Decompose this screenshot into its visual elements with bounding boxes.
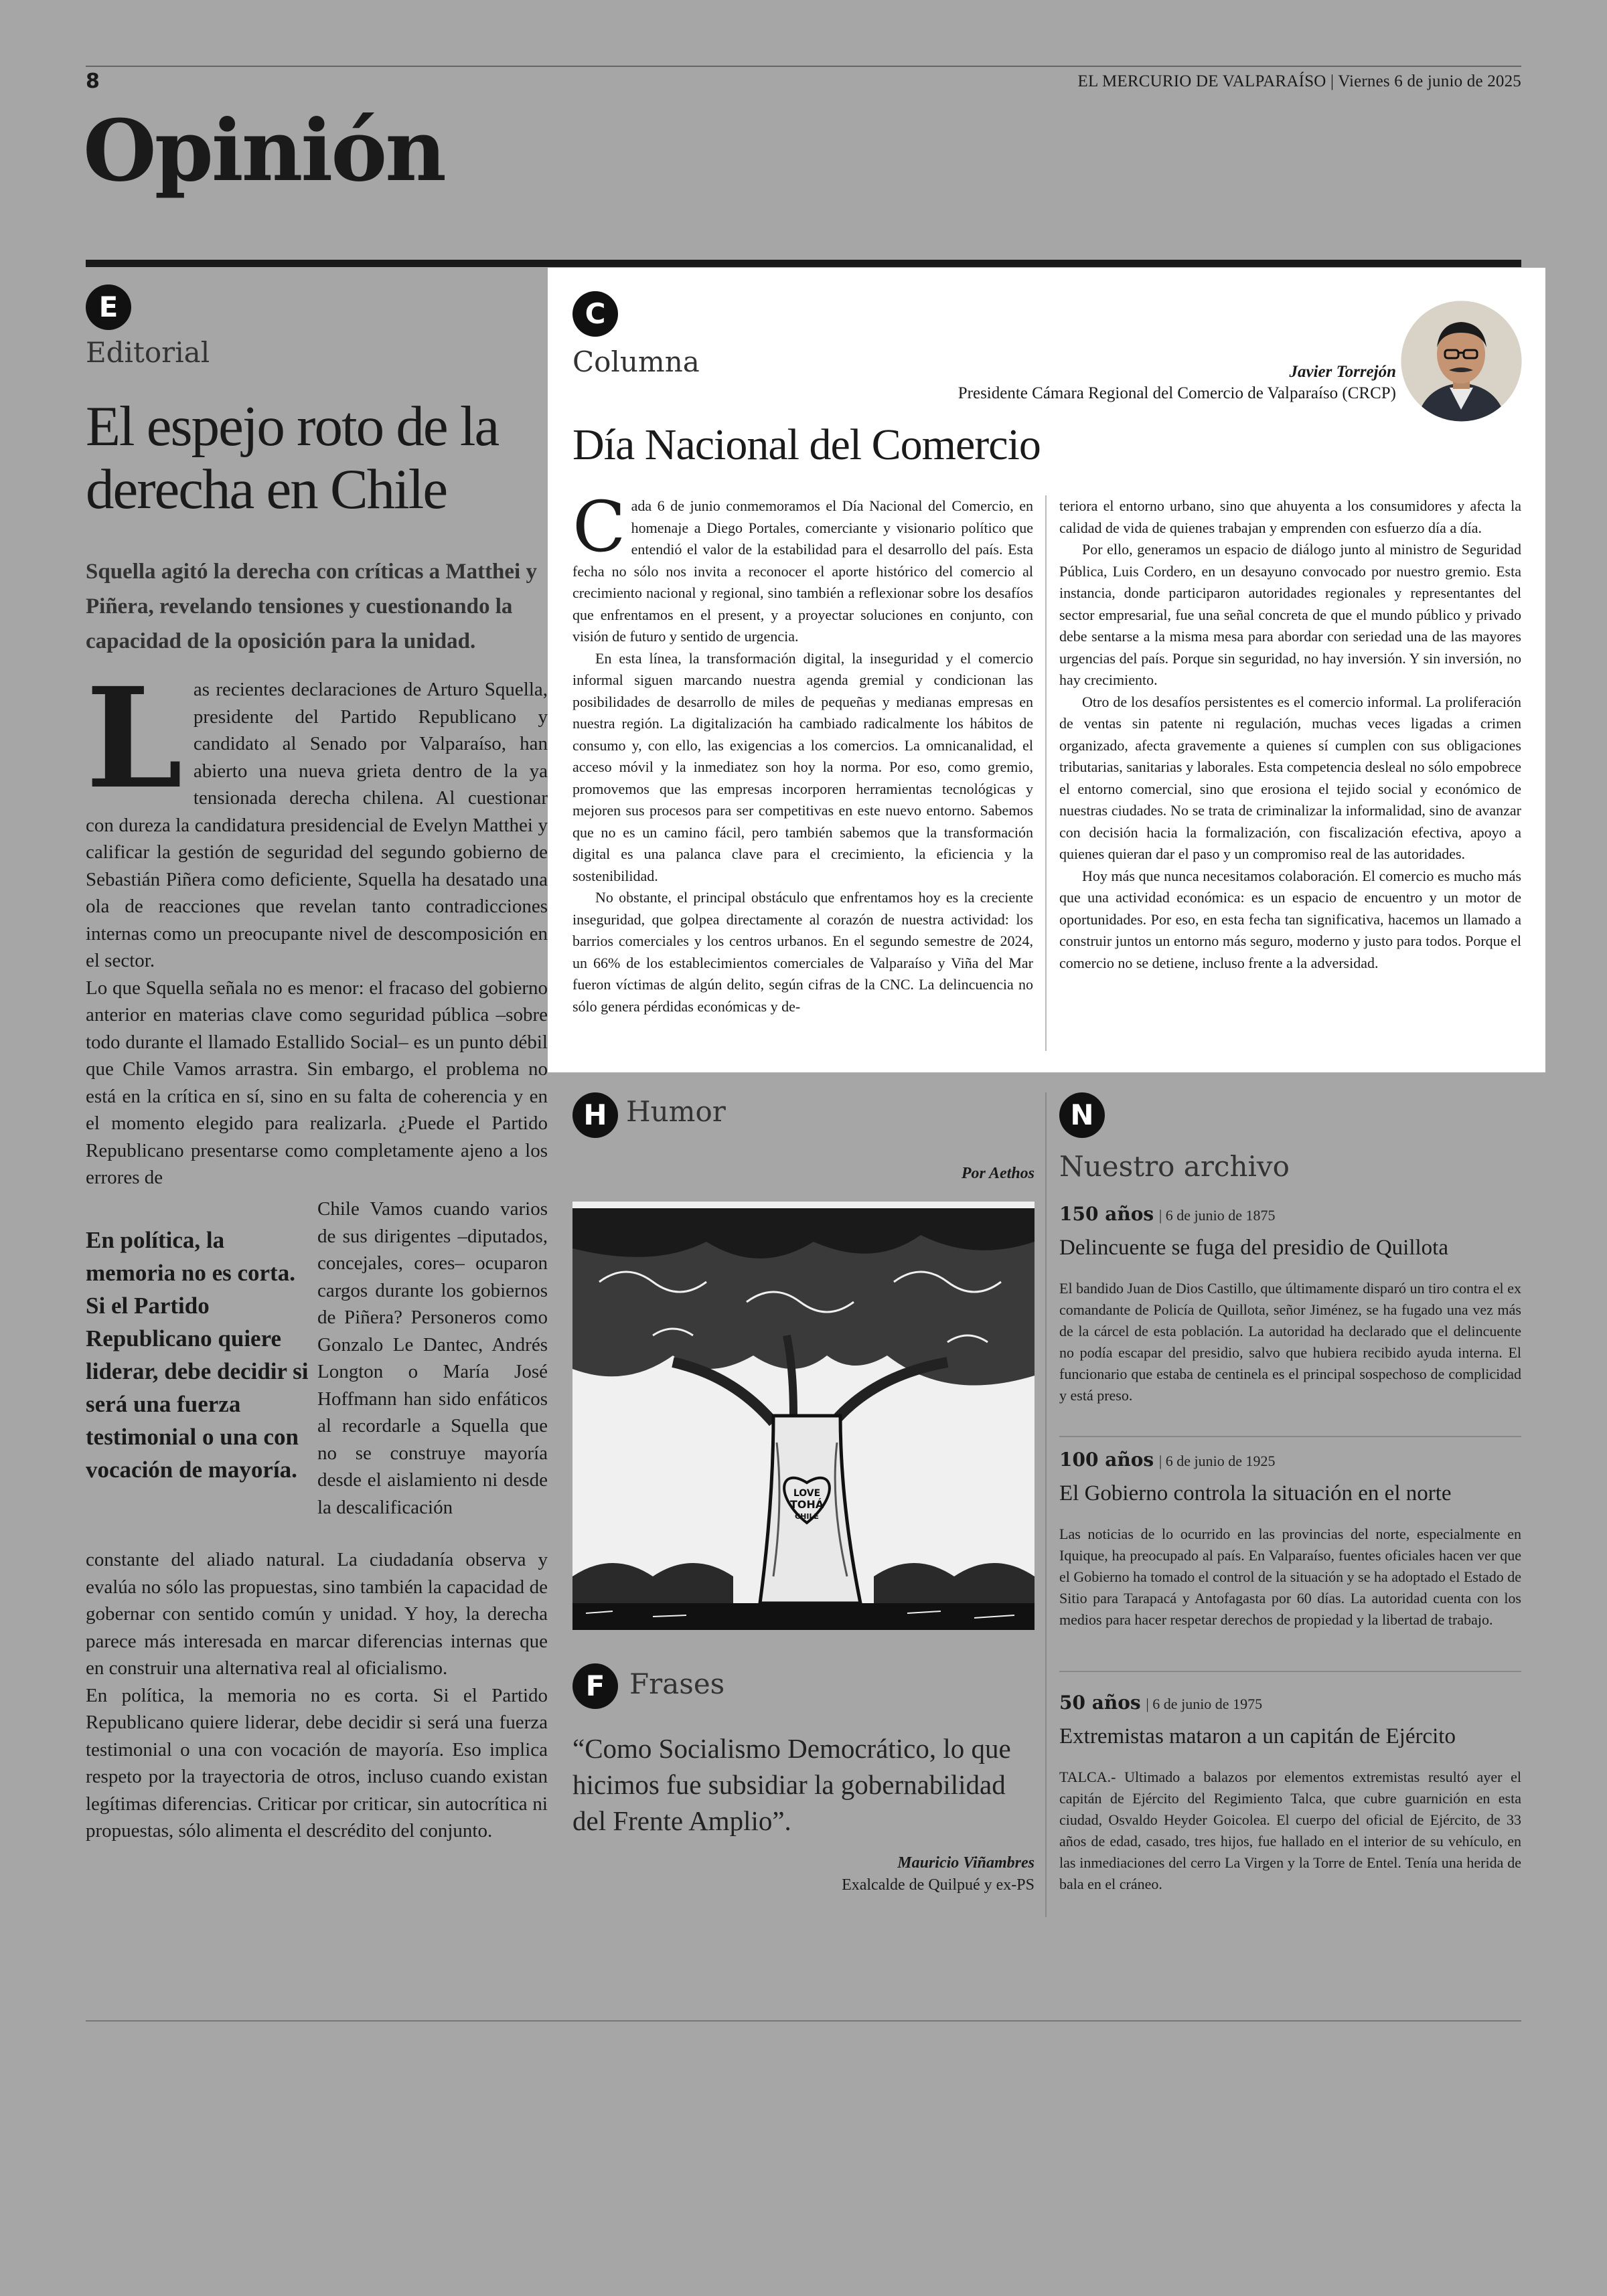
archivo-entry-years: 50 años [1059,1692,1141,1714]
humor-credit: Por Aethos [961,1165,1035,1182]
archivo-label: Nuestro archivo [1059,1150,1290,1183]
archivo-badge: N [1059,1092,1105,1138]
editorial-headline: El espejo roto de la derecha en Chile [86,395,499,521]
archivo-rule [1059,1671,1521,1672]
humor-badge: H [572,1092,618,1138]
columna-headline: Día Nacional del Comercio [572,420,1041,469]
footer-rule [86,2020,1521,2022]
svg-text:LOVE: LOVE [793,1488,821,1499]
frases-label: Frases [629,1667,725,1700]
humor-cartoon [572,1202,1035,1630]
archivo-entry-years: 100 años [1059,1449,1154,1471]
columna-drop-cap: C [572,486,626,568]
editorial-drop-cap: L [86,657,183,819]
editorial-paragraph-3: En política, la memoria no es corta. Si el Partido Republicano quiere liderar, debe decidir si será una fuerza testimonial o una con vocación de mayoría. Eso implica respeto por la trayectoria de otros, incluso cuando existan legítimas diferencias. Criticar por criticar, sin autocrítica ni propuestas, sólo alimenta el descrédito del conjunto. [86,1684,548,1841]
archivo-entry-body: TALCA.- Ultimado a balazos por elementos extremistas resultó ayer el capitán de Ejército del Regimiento Talca, que cubre guarnición en esta ciudad, Osvaldo Heyder Goicolea. El cuerpo del oficial de Ejército, de 33 años de edad, casado, tres hijos, fue hallado en el interior de su vehículo, en las inmediaciones del cerro La Virgen y la Torre de Entel. Tenía una herida de bala en el cráneo. [1059,1769,1521,1892]
page-title: Opinión [83,101,445,200]
archivo-entry-3 [1059,1690,1521,1895]
masthead: EL MERCURIO DE VALPARAÍSO | Viernes 6 de junio de 2025 [1077,72,1521,90]
columna-paragraph-6: Otro de los desafíos persistentes es el comercio informal. La proliferación de ventas sin patente ni regulación, muchas veces ligadas a crimen organizado, afecta gravemente a quienes sí cumplen con sus obligaciones tributarias, sanitarias y laborales. Esta competencia desleal no sólo empobrece el entorno comercial, sino que erosiona el tejido social y económico de nuestras ciudades. No se trata de criminalizar la informalidad, sino de avanzar con decisión hacia la formalización, con fiscalización efectiva, apoyo a quienes quieran dar el paso y un compromiso real de las autoridades. [1059,693,1521,862]
frases-author-role: Exalcalde de Quilpué y ex-PS [842,1876,1035,1894]
columna-column-2 [1059,495,1521,974]
editorial-label: Editorial [86,336,210,369]
columna-label: Columna [572,345,700,378]
author-portrait [1399,299,1523,423]
editorial-pull-quote: En política, la memoria no es corta. Si el Partido Republicano quiere liderar, debe decidir si será una fuerza testimonial o una con vocación de mayoría. [86,1227,309,1483]
frases-author: Mauricio Viñambres [897,1854,1035,1872]
page-number: 8 [86,70,100,93]
columna-badge: C [572,291,618,337]
frases-quote: “Como Socialismo Democrático, lo que hicimos fue subsidiar la gobernabilidad del Frente Amplio”. [572,1733,1011,1836]
humor-label: Humor [626,1095,726,1128]
svg-text:CHILE: CHILE [795,1512,819,1521]
archivo-entry-years: 150 años [1059,1203,1154,1225]
archivo-rule [1059,1436,1521,1437]
frases-badge: F [572,1663,618,1709]
archivo-entry-date: | 6 de junio de 1925 [1158,1453,1276,1469]
header-rule [86,260,1521,267]
columna-column-1 [572,486,1033,1017]
editorial-paragraph-1: as recientes declaraciones de Arturo Squella, presidente del Partido Republicano y candidato al Senado por Valparaíso, han abierto una nueva grieta dentro de la ya tensionada derecha chilena. Al cuestionar con dureza la candidatura presidencial de Evelyn Matthei y calificar la gestión de seguridad del segundo gobierno de Sebastián Piñera como deficiente, Squella ha desatado una ola de reacciones que revelan tanto contradicciones internas como un preocupante nivel de descomposición en el sector. [86,679,548,971]
columna-paragraph-4: teriora el entorno urbano, sino que ahuyenta a los consumidores y afecta la calidad de vida de quienes trabajan y emprenden con esfuerzo día a día. [1059,497,1521,536]
editorial-deck: Squella agitó la derecha con críticas a Matthei y Piñera, revelando tensiones y cuestionando la capacidad de la oposición para la unidad. [86,560,537,653]
columna-paragraph-7: Hoy más que nunca necesitamos colaboración. El comercio es mucho más que una actividad económica: es un espacio de encuentro y un motor de oportunidades. Por eso, en esta fecha tan significativa, hacemos un llamado a construir juntos un entorno más seguro, moderno y justo para todos. Porque el comercio no se detiene, incluso frente a la adversidad. [1059,867,1521,971]
editorial-badge: E [86,284,131,330]
archivo-divider [1045,1092,1047,1917]
columna-paragraph-2: En esta línea, la transformación digital, la inseguridad y el comercio informal siguen marcando nuestra agenda gremial y condicionan las posibilidades de desarrollo de miles de pequeñas y medianas empresas en nuestra región. La digitalización ha cambiado radicalmente los hábitos de consumo y, con ello, las exigencias a los comercios. La omnicanalidad, el acceso móvil y la inmediatez son hoy la norma. Por eso, como gremio, promovemos que las empresas incorporen herramientas tecnológicas y mejoren sus procesos para ser competitivas en este nuevo entorno. Sabemos que no es un camino fácil, pero también sabemos que la transformación digital es una palanca clave para el crecimiento, la eficiencia y la sostenibilidad. [572,649,1033,884]
editorial-paragraph-2: Lo que Squella señala no es menor: el fracaso del gobierno anterior en materias clave como seguridad pública –sobre todo durante el llamado Estallido Social– es un punto débil que Chile Vamos arrastra. Sin embargo, el problema no está en la crítica en sí, sino en su falta de coherencia y en el momento elegido para realizarla. ¿Puede el Partido Republicano presentarse como completamente ajeno a los errores de [86,977,548,1188]
editorial-paragraph-2-end: constante del aliado natural. La ciudadanía observa y evalúa no sólo las propuestas, sino también la capacidad de gobernar con sentido común y unidad. Y hoy, la derecha parece más interesada en marcar diferencias internas que en construir una alternativa real al oficialismo. [86,1549,548,1679]
archivo-entry-title: Delincuente se fuga del presidio de Quillota [1059,1236,1448,1260]
editorial-side-paragraph: Chile Vamos cuando varios de sus dirigentes –diputados, concejales, cores– ocuparon cargos durante los gobiernos de Piñera? Personeros como Gonzalo Le Dantec, Andrés Longton o María José Hoffmann han sido enfáticos al recordarle a Squella que no se construye mayoría desde el aislamiento ni desde la descalificación [317,1198,548,1518]
editorial-body-bottom [86,1546,548,1845]
archivo-entry-1 [1059,1202,1521,1406]
editorial-body-top [86,657,548,1192]
archivo-entry-body: Las noticias de lo ocurrido en las provincias del norte, especialmente en Iquique, ha preocupado al país. En Valparaíso, fuentes oficiales hacen ver que el Gobierno ha tomado el control de la situación y se ha adoptado el Estado de Sitio para Tarapacá y Antofagasta por 60 días. La autoridad cuenta con los medios para hacer respetar derechos de propiedad y la libertad de trabajo. [1059,1526,1521,1628]
columna-divider [1045,495,1047,1051]
columna-paragraph-5: Por ello, generamos un espacio de diálogo junto al ministro de Seguridad Pública, Luis Cordero, en un desayuno convocado por nuestro gremio. Esta instancia, donde participaron autoridades regionales y representantes del sector empresarial, fue una señal concreta de que el mundo público y privado debe sentarse a la misma mesa para abordar con seriedad una de las mayores urgencias del país. Porque sin seguridad, no hay inversión. Y sin inversión, no hay crecimiento. [1059,541,1521,688]
archivo-entry-body: El bandido Juan de Dios Castillo, que últimamente disparó un tiro contra el ex comandante de Policía de Quillota, señor Jiménez, se ha fugado una vez más de la cárcel de esta población. La autoridad ha declarado que el delincuente no podía escapar del presidio, salvo que hubiera recibido ayuda interna. El funcionario que estaba de centinela es el principal sospechoso de complicidad y está preso. [1059,1280,1521,1404]
columna-author-role: Presidente Cámara Regional del Comercio de Valparaíso (CRCP) [958,384,1396,402]
archivo-entry-title: El Gobierno controla la situación en el norte [1059,1481,1452,1505]
svg-text:TOHÁ: TOHÁ [789,1498,824,1511]
columna-paragraph-3: No obstante, el principal obstáculo que enfrentamos hoy es la creciente inseguridad, que golpea directamente al corazón de nuestra actividad: los barrios comerciales y los centros urbanos. En el segundo semestre de 2024, un 66% de los establecimientos comerciales de Valparaíso y Viña del Mar fueron víctimas de algún delito, según cifras de la CNC. La delincuencia no sólo genera pérdidas económicas y de- [572,889,1033,1015]
columna-author: Javier Torrejón [1289,363,1396,381]
archivo-entry-date: | 6 de junio de 1975 [1146,1696,1263,1712]
archivo-entry-2 [1059,1447,1521,1631]
archivo-entry-date: | 6 de junio de 1875 [1158,1207,1276,1224]
columna-paragraph-1: ada 6 de junio conmemoramos el Día Nacional del Comercio, en homenaje a Diego Portales, comerciante y visionario político que entendió el valor de la estabilidad para el desarrollo del país. Esta fecha no sólo nos invita a reconocer el aporte histórico del comercio al crecimiento nacional y regional, sino también a reflexionar sobre los desafíos que enfrentamos en el present, y a proyectar soluciones en conjunto, con visión de futuro y sentido de urgencia. [572,497,1033,645]
archivo-entry-title: Extremistas mataron a un capitán de Ejército [1059,1724,1456,1748]
